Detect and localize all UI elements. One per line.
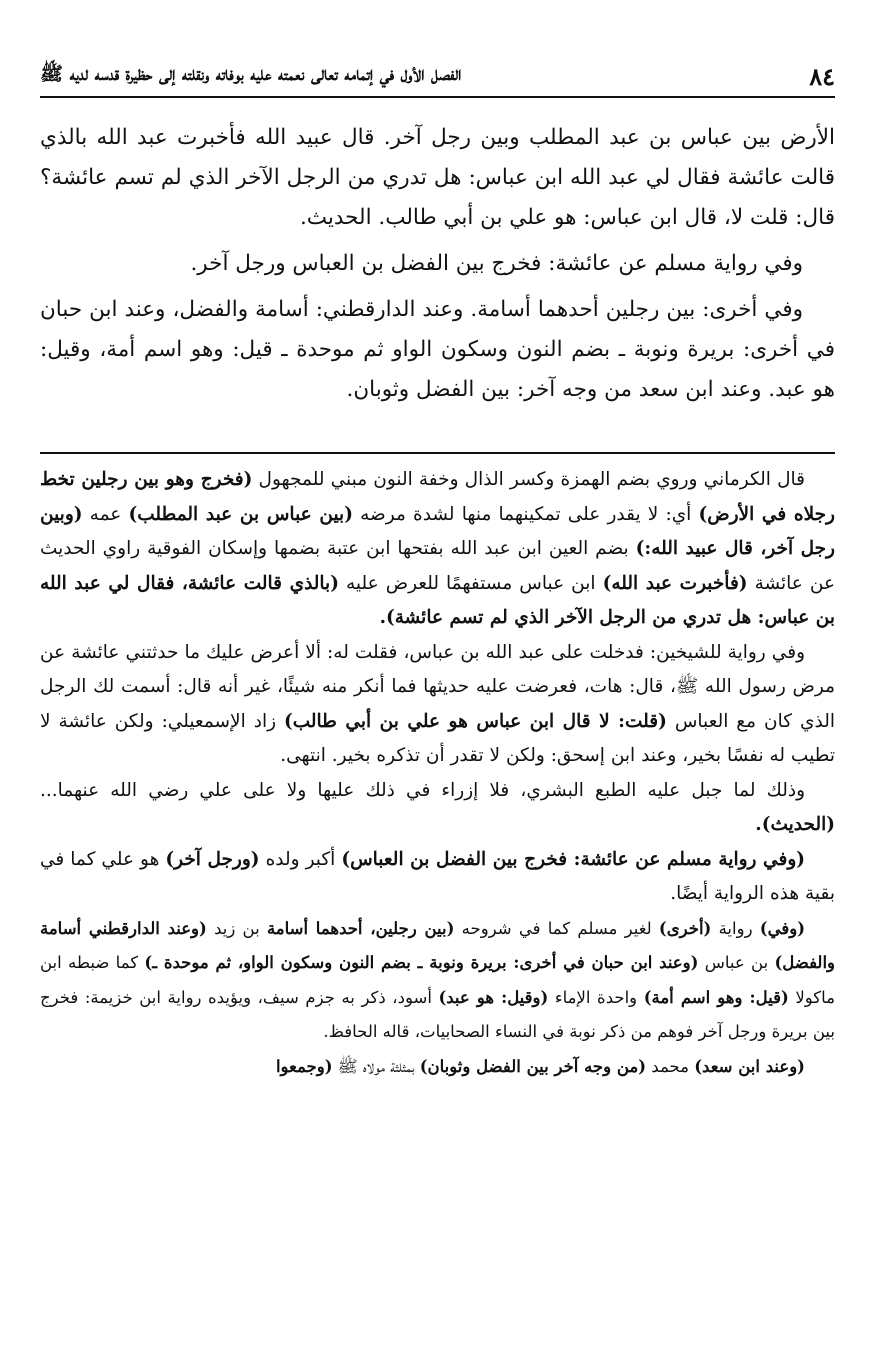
commentary-text: بضم العين ابن عبد الله بفتحها ابن عتبة بضمها وإسكان الفوقية راوي الحديث عن عائشة (40, 538, 835, 594)
commentary-text: رواية (711, 918, 760, 938)
quoted-text: (بين عباس بن عبد المطلب) (128, 503, 353, 525)
quoted-text: (وعند ابن حبان في أخرى: بريرة ونوبة ـ بضم النون وسكون الواو، ثم موحدة ـ) (144, 953, 699, 972)
commentary-text: كما ضبطه ابن ماكولا (40, 953, 835, 1007)
footnote-divider (40, 452, 835, 454)
commentary (40, 463, 835, 1084)
commentary-text: أي: لا يقدر على تمكينهما منها لشدة مرضه (352, 503, 699, 525)
commentary-text: واحدة الإماء (548, 987, 644, 1007)
quoted-text: (فخرج وهو بين رجلين تخط رجلاه في الأرض) (40, 469, 835, 525)
commentary-text: هو علي كما في بقية هذه الرواية أيضًا. (40, 848, 835, 904)
commentary-text: بن زيد (206, 918, 267, 938)
quoted-text: (قلت: لا قال ابن عباس هو علي بن أبي طالب) (283, 710, 667, 732)
commentary-text: قال الكرماني وروي بضم الهمزة وكسر الذال وخفة النون مبني للمجهول (252, 469, 805, 490)
commentary-paragraph-4 (40, 843, 835, 912)
commentary-text: ابن عباس مستفهمًا للعرض عليه (338, 572, 603, 594)
commentary-text: عمه (82, 503, 129, 525)
commentary-text: بن عباس (698, 953, 775, 972)
main-text (40, 118, 835, 410)
commentary-text: بمثلثة مولاه ﷺ (332, 1056, 420, 1076)
commentary-text: وذلك لما جبل عليه الطبع البشري، فلا إزراء في ذلك عليها ولا على علي رضي الله عنهما... (40, 779, 805, 801)
commentary-paragraph-6 (40, 1050, 835, 1085)
page-header (40, 56, 835, 98)
running-title: الفصل الأول في إتمامه تعالى نعمته عليه بوفاته ونقلته إلى حظيرة قدسه لديه ﷺ (40, 63, 462, 85)
quoted-text: (بين رجلين، أحدهما أسامة (266, 918, 455, 938)
commentary-paragraph-2 (40, 636, 835, 774)
quoted-text: (وعند الدارقطني أسامة والفضل) (40, 918, 835, 972)
page-number: ٨٤ (809, 61, 835, 91)
commentary-text: وفي رواية للشيخين: فدخلت على عبد الله بن عباس، فقلت له: ألا أعرض عليك ما حدثتني عائشة عن مرض رسول الله ﷺ، قال: هات، فعرضت عليه حديثها فما أنكر منه شيئًا، غير أنه قال: أسمت لك الرجل الذي كان مع العباس (40, 641, 835, 732)
commentary-text: محمد (646, 1056, 695, 1076)
commentary-text: أكبر ولده (259, 848, 342, 870)
quoted-text: (بالذي قالت عائشة، فقال لي عبد الله بن عباس: هل تدري من الرجل الآخر الذي لم تسم عائشة). (40, 572, 835, 628)
main-paragraph-1: الأرض بين عباس بن عبد المطلب وبين رجل آخر. قال عبيد الله فأخبرت عبد الله بالذي قالت عائشة فقال لي عبد الله ابن عباس: هل تدري من الرجل الآخر الذي لم تسم عائشة؟ قال: قلت لا، قال ابن عباس: هو علي بن أبي طالب. الحديث. (40, 125, 835, 230)
quoted-text: (وبين رجل آخر، قال عبيد الله:) (40, 503, 835, 559)
commentary-text: لغير مسلم كما في شروحه (454, 918, 659, 938)
quoted-text: (من وجه آخر بين الفضل وثوبان) (419, 1056, 647, 1076)
quoted-text: (أخرى) (658, 918, 712, 938)
commentary-paragraph-3 (40, 774, 835, 843)
quoted-text: (وفي رواية مسلم عن عائشة: فخرج بين الفضل بن العباس) (341, 848, 806, 870)
quoted-text: (ورجل آخر) (165, 848, 260, 870)
quoted-text: (وجمعوا (275, 1056, 333, 1076)
quoted-text: (وقيل: هو عبد) (438, 987, 549, 1007)
main-paragraph-2: وفي رواية مسلم عن عائشة: فخرج بين الفضل بن العباس ورجل آخر. (190, 251, 803, 276)
quoted-text: (الحديث). (755, 814, 835, 835)
quoted-text: (وفي) (759, 918, 806, 938)
commentary-paragraph-1 (40, 463, 835, 636)
commentary-text: أسود، ذكر به جزم سيف، ويؤيده رواية ابن خزيمة: فخرج بين بريرة ورجل آخر فوهم من ذكر نوبة في النساء الصحابيات، قاله الحافظ. (40, 987, 835, 1041)
commentary-text: زاد الإسمعيلي: ولكن عائشة لا تطيب له نفسًا بخير، وعند ابن إسحق: ولكن لا تقدر أن تذكره بخير. انتهى. (40, 710, 835, 766)
quoted-text: (وعند ابن سعد) (694, 1056, 805, 1076)
commentary-paragraph-5 (40, 912, 835, 1050)
quoted-text: (فأخبرت عبد الله) (602, 572, 748, 594)
main-paragraph-3: وفي أخرى: بين رجلين أحدهما أسامة. وعند الدارقطني: أسامة والفضل، وعند ابن حبان في أخرى: بريرة ونوبة ـ بضم النون وسكون الواو ثم موحدة ـ قيل: وهو اسم أمة، وقيل: هو عبد. وعند ابن سعد من وجه آخر: بين الفضل وثوبان. (40, 297, 835, 402)
quoted-text: (قيل: وهو اسم أمة) (643, 987, 789, 1007)
